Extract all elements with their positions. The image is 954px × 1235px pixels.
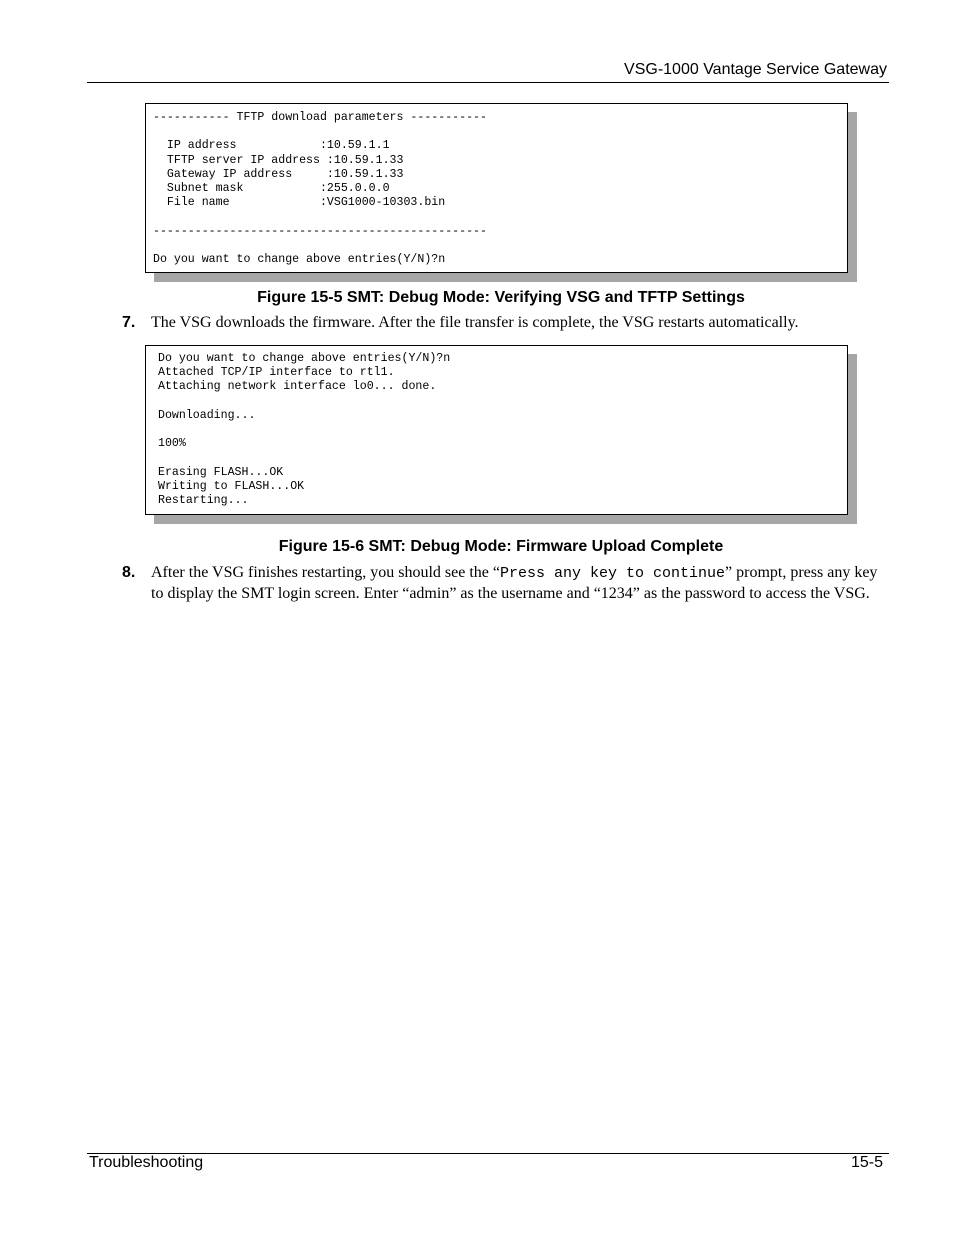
step-7-number: 7.: [122, 314, 136, 331]
firmware-upload-screen: [145, 345, 848, 515]
footer-rule: [87, 1153, 889, 1154]
step-8-code: Press any key to continue: [499, 565, 726, 582]
tftp-parameters-screen: [145, 103, 848, 273]
footer-section: Troubleshooting: [89, 1154, 204, 1171]
tftp-parameters-text: ----------- TFTP download parameters ----------- IP address :10.59.1.1 TFTP server IP address :10.59.1.33 Gateway IP address :10.59.1.33 Subnet mask :255.0.0.0 File name :VSG1000-10303.bin ------------------------------------------------ Do you want to change above entries(Y/N)?n: [153, 111, 487, 267]
page-number: 15-5: [850, 1154, 883, 1171]
figure-caption-15-5: Figure 15-5 SMT: Debug Mode: Verifying VSG and TFTP Settings: [257, 289, 745, 306]
step-8-body: [151, 563, 892, 604]
step-8-number: 8.: [122, 564, 136, 581]
header-title: VSG-1000 Vantage Service Gateway: [624, 61, 887, 78]
figure-caption-15-6: Figure 15-6 SMT: Debug Mode: Firmware Upload Complete: [278, 538, 724, 555]
step-8-text-before: After the VSG finishes restarting, you should see the “: [151, 564, 500, 581]
step-8-text-after: ” prompt, press any key to display the SMT login screen. Enter “admin” as the username and “1234” as the password to access the VSG.: [151, 564, 878, 602]
step-7: [122, 313, 892, 333]
step-7-text: The VSG downloads the firmware. After the file transfer is complete, the VSG restarts automatically.: [151, 314, 799, 331]
header-rule: [87, 82, 889, 83]
firmware-upload-text: Do you want to change above entries(Y/N)?n Attached TCP/IP interface to rtl1. Attaching network interface lo0... done. Downloading... 100% Erasing FLASH...OK Writing to FLASH...OK Restarting...: [158, 352, 451, 508]
step-8: [122, 563, 892, 604]
